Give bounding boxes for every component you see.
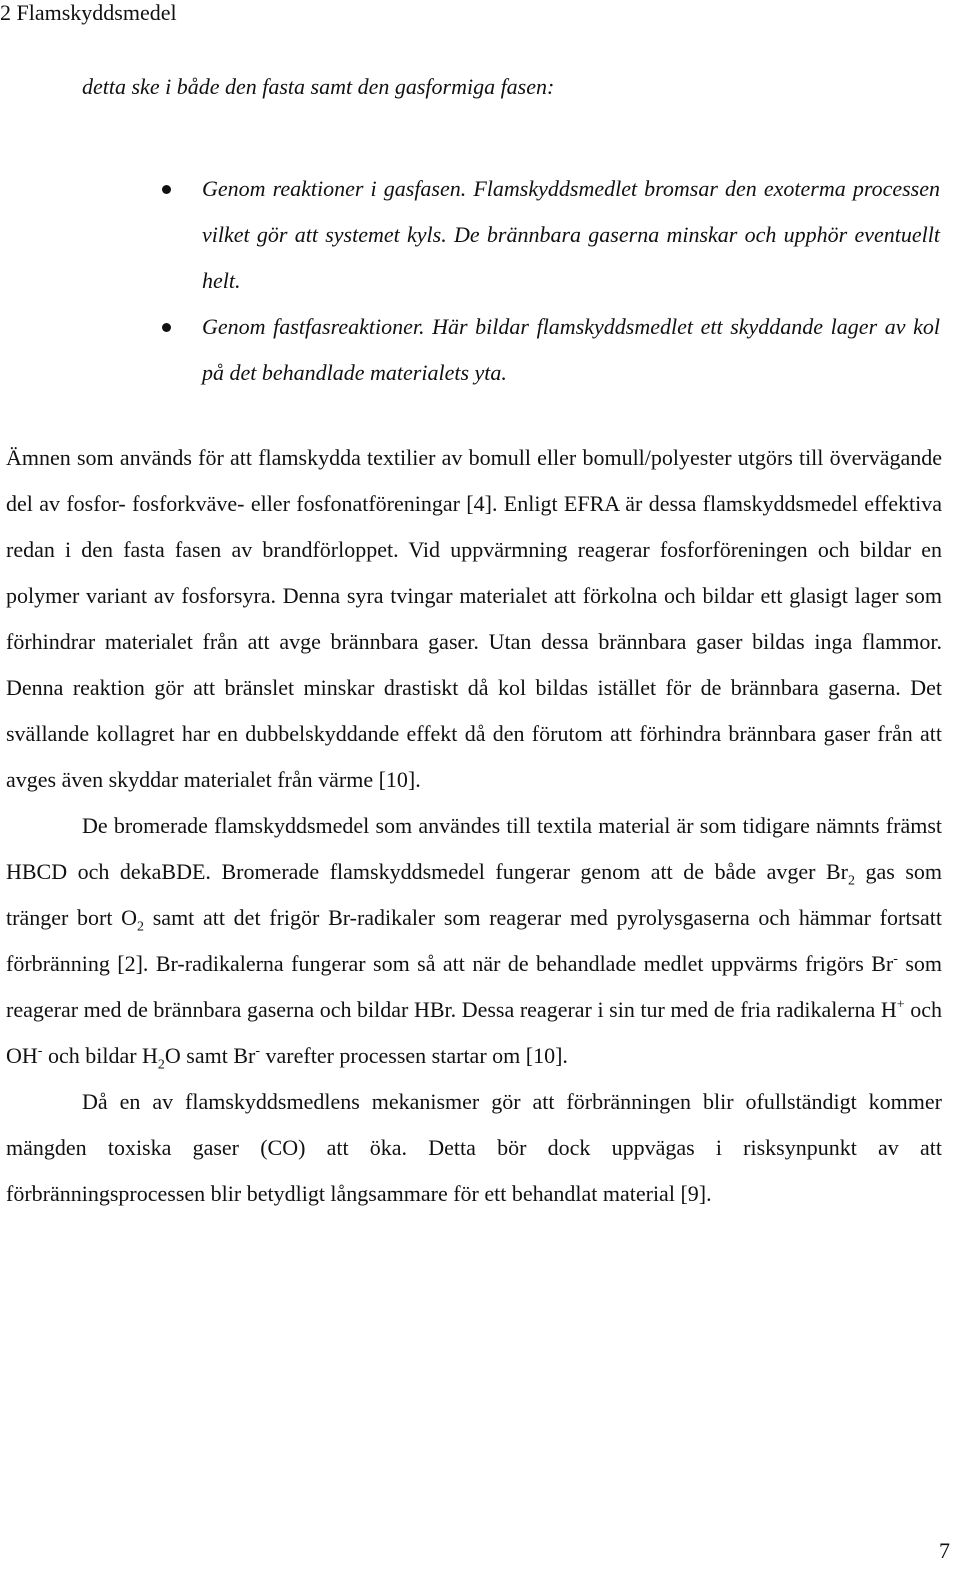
list-item: [160, 166, 940, 304]
paragraph-toxic-gases: Då en av flamskyddsmedlens mekanismer gör att förbränningen blir ofullständigt kommer mängden toxiska gaser (CO) att öka. Detta bör dock uppvägas i risksynpunkt av att förbränningsprocessen blir betydligt långsammare för ett behandlat material [9].: [6, 1089, 942, 1206]
list-item-text: Genom reaktioner i gasfasen. Flamskyddsmedlet bromsar den exoterma processen vilket gör att systemet kyls. De brännbara gaserna minskar och upphör eventuellt helt.: [202, 176, 940, 293]
paragraph-phosphorus: Ämnen som används för att flamskydda textilier av bomull eller bomull/polyester utgörs till övervägande del av fosfor- fosforkväve- eller fosfonatföreningar [4]. Enligt EFRA är dessa flamskyddsmedel effektiva redan i den fasta fasen av brandförloppet. Vid uppvärmning reagerar fosforföreningen och bildar en polymer variant av fosforsyra. Denna syra tvingar materialet att förkolna och bildar ett glasigt lager som förhindrar materialet från att avge brännbara gaser. Utan dessa brännbara gaser bildas inga flammor. Denna reaktion gör att bränslet minskar drastiskt då kol bildas istället för de brännbara gaserna. Det svällande kollagret har en dubbelskyddande effekt då den förutom att förhindra brännbara gaser från att avges även skyddar materialet från värme [10].: [6, 445, 942, 792]
intro-sentence: detta ske i både den fasta samt den gasformiga fasen:: [82, 74, 555, 99]
mechanism-list: [160, 166, 940, 396]
body-text: [6, 435, 942, 1217]
list-item: [160, 304, 940, 396]
paragraph-brominated: De bromerade flamskyddsmedel som användes till textila material är som tidigare nämnts främst HBCD och dekaBDE. Bromerade flamskyddsmedel fungerar genom att de både avger $Br_2$ gas som tränger bort $O_2$ samt att det frigör Br-radikaler som reagerar med pyrolysgaserna och hämmar fortsatt förbränning [2]. Br-radikalerna fungerar som så att när de behandlade medlet uppvärms frigörs Br- som reagerar med de brännbara gaserna och bildar HBr. Dessa reagerar i sin tur med de fria radikalerna H+ och OH- och bildar $H_2O$ samt Br- varefter processen startar om [10].: [6, 813, 943, 1073]
list-item-text: Genom fastfasreaktioner. Här bildar flamskyddsmedlet ett skyddande lager av kol på det behandlade materialets yta.: [202, 314, 940, 385]
bullet-icon: [162, 185, 171, 194]
page-number: 7: [939, 1538, 950, 1563]
section-header: 2 Flamskyddsmedel: [0, 0, 177, 25]
bullet-icon: [162, 323, 171, 332]
